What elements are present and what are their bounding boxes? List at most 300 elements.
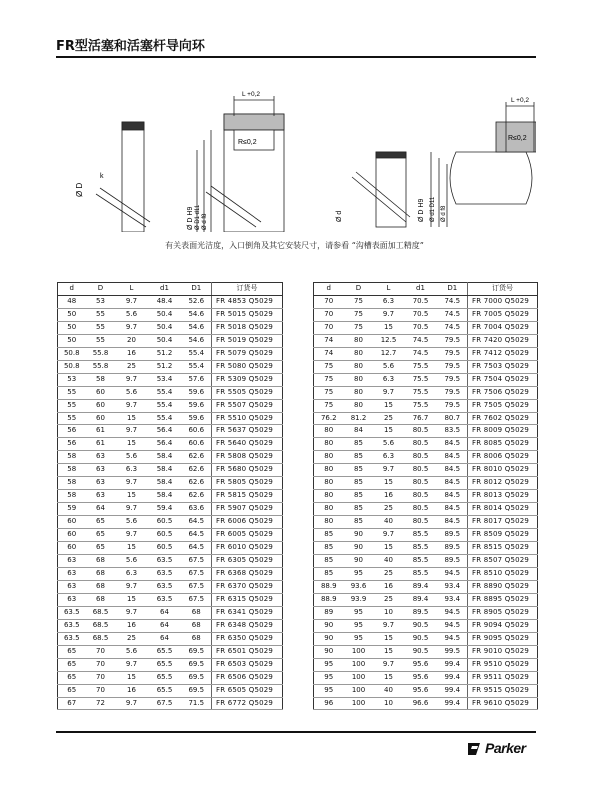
- dimension-cell: 60.6: [182, 425, 212, 438]
- dimension-cell: 67.5: [182, 580, 212, 593]
- dimension-cell: 55.4: [148, 412, 182, 425]
- table-row: [58, 386, 283, 399]
- dimension-cell: 6.3: [116, 567, 148, 580]
- table-row: [58, 321, 283, 334]
- dimension-cell: 79.5: [438, 360, 468, 373]
- dimension-cell: 93.9: [344, 593, 374, 606]
- dimension-cell: 84.5: [438, 451, 468, 464]
- dimension-cell: 89.5: [438, 529, 468, 542]
- dimension-cell: 80: [314, 490, 344, 503]
- dimension-cell: 61: [86, 425, 116, 438]
- dimension-cell: 16: [116, 347, 148, 360]
- col-D: D: [86, 283, 116, 296]
- dimension-cell: 54.6: [182, 334, 212, 347]
- dimension-cell: 63: [58, 567, 86, 580]
- dimension-cell: 55: [86, 334, 116, 347]
- dimension-cell: 60: [86, 386, 116, 399]
- order-number-cell: FR 9010 Q5029: [468, 645, 538, 658]
- order-number-cell: FR 6506 Q5029: [212, 671, 283, 684]
- dimension-cell: 74.5: [404, 334, 438, 347]
- table-row: [58, 490, 283, 503]
- dimension-cell: 15: [116, 412, 148, 425]
- dimension-cell: 96: [314, 697, 344, 710]
- order-number-cell: FR 8895 Q5029: [468, 593, 538, 606]
- dimension-cell: 85: [314, 567, 344, 580]
- dimension-cell: 95: [314, 671, 344, 684]
- dimension-cell: 90: [314, 632, 344, 645]
- table-row: [314, 321, 538, 334]
- dimension-cell: 95: [344, 619, 374, 632]
- dimension-cell: 80.5: [404, 464, 438, 477]
- table-row: [314, 295, 538, 308]
- dimension-cell: 84.5: [438, 516, 468, 529]
- dimension-cell: 65: [86, 542, 116, 555]
- dimension-cell: 85: [344, 477, 374, 490]
- table-row: [314, 373, 538, 386]
- table-row: [58, 412, 283, 425]
- dimension-cell: 70.5: [404, 321, 438, 334]
- table-row: [58, 671, 283, 684]
- dimension-cell: 57.6: [182, 373, 212, 386]
- dimension-cell: 62.6: [182, 490, 212, 503]
- dimension-cell: 9.7: [116, 658, 148, 671]
- dimension-cell: 68: [86, 555, 116, 568]
- dimension-cell: 80.5: [404, 490, 438, 503]
- dimension-cell: 15: [116, 593, 148, 606]
- order-number-cell: FR 5019 Q5029: [212, 334, 283, 347]
- dimension-cell: 80.7: [438, 412, 468, 425]
- dimension-cell: 56: [58, 438, 86, 451]
- dimension-cell: 95.6: [404, 684, 438, 697]
- order-number-cell: FR 5640 Q5029: [212, 438, 283, 451]
- dimension-cell: 90: [314, 619, 344, 632]
- dimension-cell: 56.4: [148, 425, 182, 438]
- order-number-cell: FR 6505 Q5029: [212, 684, 283, 697]
- dimension-cell: 59.6: [182, 386, 212, 399]
- dimension-cell: 89: [314, 606, 344, 619]
- dimension-cell: 94.5: [438, 632, 468, 645]
- dimension-cell: 58.4: [148, 490, 182, 503]
- dimension-cell: 65.5: [148, 645, 182, 658]
- table-row: [58, 529, 283, 542]
- dimension-cell: 25: [374, 503, 404, 516]
- dimension-cell: 20: [116, 334, 148, 347]
- dimension-cell: 50.8: [58, 360, 86, 373]
- dimension-cell: 58: [58, 464, 86, 477]
- order-number-cell: FR 5505 Q5029: [212, 386, 283, 399]
- dimension-cell: 75: [314, 399, 344, 412]
- order-number-cell: FR 7412 Q5029: [468, 347, 538, 360]
- parker-logo-text: Parker: [485, 740, 526, 756]
- l-tol-label-right: L +0,2: [511, 97, 530, 104]
- dimension-cell: 50.8: [58, 347, 86, 360]
- r-label-right: R≤0,2: [508, 135, 527, 142]
- dimension-cell: 55: [58, 386, 86, 399]
- dimension-cell: 76.7: [404, 412, 438, 425]
- dimension-cell: 63.6: [182, 503, 212, 516]
- dimension-cell: 62.6: [182, 477, 212, 490]
- dimension-cell: 58: [58, 451, 86, 464]
- dimension-cell: 80.5: [404, 451, 438, 464]
- order-number-cell: FR 6503 Q5029: [212, 658, 283, 671]
- table-row: [58, 567, 283, 580]
- dimension-cell: 63: [86, 451, 116, 464]
- table-row: [314, 516, 538, 529]
- dimension-cell: 80: [344, 386, 374, 399]
- order-number-cell: FR 8890 Q5029: [468, 580, 538, 593]
- dimension-cell: 65.5: [148, 658, 182, 671]
- dimension-cell: 50.4: [148, 308, 182, 321]
- dimension-cell: 58.4: [148, 464, 182, 477]
- dimension-cell: 50: [58, 334, 86, 347]
- dimension-cell: 5.6: [374, 438, 404, 451]
- dimension-cell: 68.5: [86, 632, 116, 645]
- table-row: [314, 684, 538, 697]
- table-row: [314, 477, 538, 490]
- col-L: L: [116, 283, 148, 296]
- dimension-cell: 90.5: [404, 645, 438, 658]
- table-row: [58, 464, 283, 477]
- dimension-cell: 81.2: [344, 412, 374, 425]
- dimension-cell: 55.4: [182, 347, 212, 360]
- od-f8-label-right: Ø d f8: [441, 205, 447, 222]
- dimension-cell: 61: [86, 438, 116, 451]
- dimension-cell: 58.4: [148, 477, 182, 490]
- dimension-cell: 79.5: [438, 373, 468, 386]
- dimension-cell: 5.6: [116, 516, 148, 529]
- dimension-cell: 70: [314, 321, 344, 334]
- dimension-cell: 84.5: [438, 464, 468, 477]
- dimension-cell: 88.9: [314, 580, 344, 593]
- table-row: [314, 619, 538, 632]
- order-number-cell: FR 6305 Q5029: [212, 555, 283, 568]
- order-number-cell: FR 6005 Q5029: [212, 529, 283, 542]
- dimension-cell: 60: [86, 399, 116, 412]
- dimension-cell: 50.4: [148, 334, 182, 347]
- table-row: [58, 619, 283, 632]
- dimension-cell: 15: [116, 671, 148, 684]
- col-D1: D1: [182, 283, 212, 296]
- col-d1: d1: [404, 283, 438, 296]
- dimension-cell: 89.4: [404, 580, 438, 593]
- dimension-cell: 70: [314, 308, 344, 321]
- dimension-cell: 74.5: [438, 321, 468, 334]
- installation-caption: 有关表面光洁度，入口倒角及其它安装尺寸，请参看 “沟槽表面加工精度”: [165, 241, 424, 250]
- dimension-cell: 80.5: [404, 477, 438, 490]
- order-number-cell: FR 8014 Q5029: [468, 503, 538, 516]
- order-number-cell: FR 6772 Q5029: [212, 697, 283, 710]
- order-number-cell: FR 6370 Q5029: [212, 580, 283, 593]
- dimension-cell: 40: [374, 516, 404, 529]
- dimension-cell: 55.4: [148, 386, 182, 399]
- dimension-cell: 9.7: [374, 529, 404, 542]
- dimension-cell: 16: [374, 490, 404, 503]
- dimension-cell: 48: [58, 295, 86, 308]
- dimension-cell: 85: [344, 516, 374, 529]
- dimension-cell: 51.2: [148, 347, 182, 360]
- dimension-cell: 52.6: [182, 295, 212, 308]
- dimension-cell: 74: [314, 347, 344, 360]
- col-D1: D1: [438, 283, 468, 296]
- dimension-cell: 64: [148, 606, 182, 619]
- dimension-cell: 64.5: [182, 542, 212, 555]
- dimension-cell: 25: [374, 593, 404, 606]
- dimension-cell: 15: [116, 490, 148, 503]
- dimension-cell: 68.5: [86, 619, 116, 632]
- dimension-cell: 6.3: [374, 451, 404, 464]
- dimension-cell: 63: [58, 580, 86, 593]
- dimension-cell: 89.5: [438, 542, 468, 555]
- table-row: [58, 438, 283, 451]
- order-number-cell: FR 8515 Q5029: [468, 542, 538, 555]
- order-number-cell: FR 7602 Q5029: [468, 412, 538, 425]
- dimension-cell: 59.6: [182, 412, 212, 425]
- dimension-cell: 54.6: [182, 308, 212, 321]
- dimension-cell: 69.5: [182, 684, 212, 697]
- dimension-cell: 70: [86, 645, 116, 658]
- dimension-cell: 89.5: [404, 606, 438, 619]
- order-number-cell: FR 6010 Q5029: [212, 542, 283, 555]
- dimension-cell: 40: [374, 684, 404, 697]
- order-number-cell: FR 6368 Q5029: [212, 567, 283, 580]
- dimension-cell: 15: [374, 645, 404, 658]
- dimension-cell: 62.6: [182, 451, 212, 464]
- order-number-cell: FR 8510 Q5029: [468, 567, 538, 580]
- table-body-left: [58, 295, 283, 710]
- table-row: [58, 334, 283, 347]
- dimension-cell: 85: [344, 464, 374, 477]
- dimension-cell: 85: [344, 451, 374, 464]
- dimension-cell: 75: [344, 308, 374, 321]
- dimension-cell: 80: [314, 477, 344, 490]
- dimension-cell: 63: [58, 593, 86, 606]
- dimension-cell: 6.3: [374, 295, 404, 308]
- dimension-cell: 74.5: [404, 347, 438, 360]
- dimension-cell: 6.3: [116, 464, 148, 477]
- dimension-cell: 85: [344, 503, 374, 516]
- dimension-cell: 84.5: [438, 438, 468, 451]
- dimension-cell: 65: [86, 516, 116, 529]
- dimension-cell: 60: [58, 516, 86, 529]
- order-number-cell: FR 9510 Q5029: [468, 658, 538, 671]
- dimension-cell: 85.5: [404, 555, 438, 568]
- l-tol-label: L +0,2: [242, 91, 261, 98]
- order-number-cell: FR 9095 Q5029: [468, 632, 538, 645]
- od-h9-label-right: Ø D H9: [418, 198, 425, 222]
- dimension-cell: 67: [58, 697, 86, 710]
- dimension-cell: 63: [58, 555, 86, 568]
- spec-table-right: [313, 282, 538, 710]
- od-f8-label: Ø d f8: [202, 213, 208, 230]
- dimension-cell: 75.5: [404, 360, 438, 373]
- col-order-no: 订货号: [468, 283, 538, 296]
- dimension-cell: 55: [58, 412, 86, 425]
- dimension-cell: 72: [86, 697, 116, 710]
- dimension-cell: 5.6: [374, 360, 404, 373]
- order-number-cell: FR 4853 Q5029: [212, 295, 283, 308]
- dimension-cell: 94.5: [438, 619, 468, 632]
- dimension-cell: 56: [58, 425, 86, 438]
- dimension-cell: 76.2: [314, 412, 344, 425]
- dimension-cell: 60.5: [148, 516, 182, 529]
- dimension-cell: 75.5: [404, 386, 438, 399]
- dimension-cell: 93.4: [438, 580, 468, 593]
- dimension-cell: 79.5: [438, 386, 468, 399]
- dimension-cell: 75.5: [404, 399, 438, 412]
- dimension-cell: 63.5: [148, 567, 182, 580]
- dimension-cell: 70: [86, 671, 116, 684]
- order-number-cell: FR 6350 Q5029: [212, 632, 283, 645]
- dimension-cell: 80.5: [404, 503, 438, 516]
- col-d: d: [314, 283, 344, 296]
- bottom-rule: [56, 731, 536, 733]
- dimension-cell: 65.5: [148, 671, 182, 684]
- r-label: R≤0,2: [238, 139, 257, 146]
- table-row: [314, 490, 538, 503]
- dimension-cell: 60: [86, 412, 116, 425]
- dimension-cell: 9.7: [116, 529, 148, 542]
- dimension-cell: 80.5: [404, 438, 438, 451]
- order-number-cell: FR 5507 Q5029: [212, 399, 283, 412]
- dimension-cell: 85: [314, 542, 344, 555]
- k-label: k: [100, 173, 104, 180]
- dimension-cell: 56.4: [148, 438, 182, 451]
- dimension-cell: 9.7: [116, 580, 148, 593]
- dimension-cell: 6.3: [374, 373, 404, 386]
- order-number-cell: FR 7504 Q5029: [468, 373, 538, 386]
- table-row: [58, 347, 283, 360]
- spec-table-left: [57, 282, 283, 710]
- dimension-cell: 50: [58, 321, 86, 334]
- order-number-cell: FR 7004 Q5029: [468, 321, 538, 334]
- dimension-cell: 89.4: [404, 593, 438, 606]
- table-row: [58, 360, 283, 373]
- table-row: [58, 697, 283, 710]
- dimension-cell: 65.5: [148, 684, 182, 697]
- order-number-cell: FR 7420 Q5029: [468, 334, 538, 347]
- order-number-cell: FR 5018 Q5029: [212, 321, 283, 334]
- dimension-cell: 65: [86, 529, 116, 542]
- dimension-cell: 10: [374, 697, 404, 710]
- dimension-cell: 59.6: [182, 399, 212, 412]
- dimension-cell: 100: [344, 671, 374, 684]
- table-row: [314, 425, 538, 438]
- order-number-cell: FR 6006 Q5029: [212, 516, 283, 529]
- dimension-cell: 5.6: [116, 308, 148, 321]
- dimension-cell: 90.5: [404, 632, 438, 645]
- dimension-cell: 93.4: [438, 593, 468, 606]
- table-row: [314, 658, 538, 671]
- dimension-cell: 63.5: [148, 593, 182, 606]
- dimension-cell: 60.5: [148, 542, 182, 555]
- table-row: [58, 684, 283, 697]
- dimension-cell: 100: [344, 645, 374, 658]
- dimension-cell: 25: [116, 632, 148, 645]
- ring-drawing: [96, 122, 150, 232]
- order-number-cell: FR 5079 Q5029: [212, 347, 283, 360]
- od-h9-label: Ø D H9: [187, 206, 194, 230]
- dimension-cell: 9.7: [374, 464, 404, 477]
- page-title: FR型活塞和活塞杆导向环: [56, 39, 205, 54]
- dimension-cell: 64.5: [182, 516, 212, 529]
- order-number-cell: FR 5808 Q5029: [212, 451, 283, 464]
- dimension-cell: 59.4: [148, 503, 182, 516]
- dimension-cell: 84: [344, 425, 374, 438]
- dimension-cell: 15: [374, 321, 404, 334]
- order-number-cell: FR 7000 Q5029: [468, 295, 538, 308]
- dimension-cell: 40: [374, 555, 404, 568]
- table-row: [58, 606, 283, 619]
- dimension-cell: 58: [58, 477, 86, 490]
- dimension-cell: 62.6: [182, 464, 212, 477]
- dimension-cell: 9.7: [116, 425, 148, 438]
- dimension-cell: 65: [58, 645, 86, 658]
- dimension-cell: 85.5: [404, 567, 438, 580]
- dimension-cell: 15: [116, 542, 148, 555]
- dimension-cell: 60: [58, 542, 86, 555]
- dimension-cell: 68: [86, 580, 116, 593]
- dimension-cell: 99.4: [438, 658, 468, 671]
- order-number-cell: FR 5080 Q5029: [212, 360, 283, 373]
- table-row: [314, 412, 538, 425]
- dimension-cell: 80: [344, 347, 374, 360]
- dimension-cell: 84.5: [438, 503, 468, 516]
- dimension-cell: 99.4: [438, 697, 468, 710]
- dimension-cell: 65: [58, 684, 86, 697]
- dimension-cell: 9.7: [374, 308, 404, 321]
- order-number-cell: FR 8012 Q5029: [468, 477, 538, 490]
- dimension-cell: 12.5: [374, 334, 404, 347]
- dimension-cell: 80: [344, 399, 374, 412]
- order-number-cell: FR 8013 Q5029: [468, 490, 538, 503]
- dimension-cell: 95.6: [404, 658, 438, 671]
- dimension-cell: 95: [314, 684, 344, 697]
- dimension-cell: 53: [86, 295, 116, 308]
- dimension-cell: 54.6: [182, 321, 212, 334]
- dimension-cell: 9.7: [116, 697, 148, 710]
- order-number-cell: FR 5907 Q5029: [212, 503, 283, 516]
- dimension-cell: 63: [86, 490, 116, 503]
- order-number-cell: FR 5637 Q5029: [212, 425, 283, 438]
- dimension-cell: 9.7: [116, 606, 148, 619]
- order-number-cell: FR 8006 Q5029: [468, 451, 538, 464]
- dimension-cell: 74.5: [438, 295, 468, 308]
- dimension-cell: 83.5: [438, 425, 468, 438]
- dimension-cell: 5.6: [116, 645, 148, 658]
- dimension-cell: 65: [58, 658, 86, 671]
- dimension-cell: 15: [374, 542, 404, 555]
- dimension-cell: 55.4: [182, 360, 212, 373]
- d-label: Ø d: [336, 210, 343, 222]
- table-row: [58, 516, 283, 529]
- table-row: [58, 295, 283, 308]
- dimension-cell: 63: [86, 477, 116, 490]
- order-number-cell: FR 5309 Q5029: [212, 373, 283, 386]
- dimension-cell: 63: [86, 464, 116, 477]
- dimension-cell: 65: [58, 671, 86, 684]
- dimension-cell: 95: [344, 606, 374, 619]
- dimension-cell: 75: [344, 295, 374, 308]
- table-header-right: [314, 283, 538, 296]
- dimension-cell: 58.4: [148, 451, 182, 464]
- order-number-cell: FR 5015 Q5029: [212, 308, 283, 321]
- dimension-cell: 90: [344, 529, 374, 542]
- dimension-cell: 63.5: [148, 555, 182, 568]
- dimension-cell: 69.5: [182, 645, 212, 658]
- dimension-cell: 80: [314, 516, 344, 529]
- dimension-cell: 68.5: [86, 606, 116, 619]
- dimension-cell: 55.4: [148, 399, 182, 412]
